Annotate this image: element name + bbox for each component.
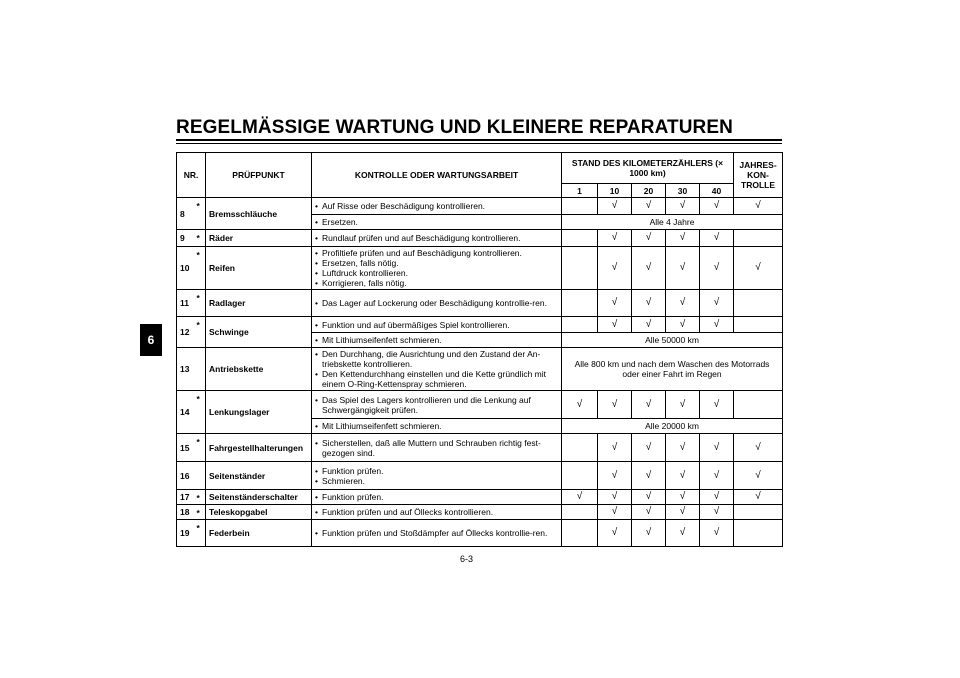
task-cell xyxy=(312,290,562,317)
task-cell xyxy=(312,198,562,215)
check-mark: √ xyxy=(700,490,734,505)
table-row xyxy=(177,290,783,317)
task-cell xyxy=(312,490,562,505)
interval-note: Alle 20000 km xyxy=(562,419,783,434)
check-mark: √ xyxy=(666,434,700,462)
table-row xyxy=(177,348,783,391)
check-mark xyxy=(562,198,598,215)
task-cell xyxy=(312,348,562,391)
task-line: • Profiltiefe prüfen und auf Beschädigung kontrollieren. xyxy=(315,248,558,258)
check-mark: √ xyxy=(598,434,632,462)
task-line: • Funktion prüfen. xyxy=(315,466,558,476)
row-number: 12 xyxy=(177,317,197,348)
table-row xyxy=(177,198,783,215)
task-line: • Funktion prüfen und Stoßdämpfer auf Öllecks kontrollie-ren. xyxy=(315,528,558,538)
header-km-col: 30 xyxy=(666,184,700,198)
row-number: 18 xyxy=(177,505,197,520)
table-row xyxy=(177,317,783,333)
task-line: • Mit Lithiumseifenfett schmieren. xyxy=(315,421,558,431)
star-marker: * xyxy=(197,230,206,247)
task-cell xyxy=(312,505,562,520)
star-marker: * xyxy=(197,490,206,505)
annual-check-mark xyxy=(734,290,783,317)
check-mark xyxy=(562,505,598,520)
header-km-col: 1 xyxy=(562,184,598,198)
task-list xyxy=(315,201,558,211)
check-mark: √ xyxy=(632,505,666,520)
task-line: • Den Durchhang, die Ausrichtung und den Zustand der An-triebskette kontrollieren. xyxy=(315,349,558,369)
row-number: 9 xyxy=(177,230,197,247)
header-item: PRÜFPUNKT xyxy=(206,153,312,198)
header-annual: JAHRES-KON-TROLLE xyxy=(734,153,783,198)
check-mark: √ xyxy=(700,434,734,462)
table-row xyxy=(177,505,783,520)
row-number: 14 xyxy=(177,391,197,434)
check-mark: √ xyxy=(700,317,734,333)
task-list xyxy=(315,335,558,345)
task-list xyxy=(315,492,558,502)
check-mark: √ xyxy=(666,505,700,520)
check-item: Federbein xyxy=(206,520,312,547)
row-number: 10 xyxy=(177,247,197,290)
check-mark: √ xyxy=(632,490,666,505)
task-line: • Korrigieren, falls nötig. xyxy=(315,278,558,288)
annual-check-mark: √ xyxy=(734,462,783,490)
row-number: 17 xyxy=(177,490,197,505)
check-mark: √ xyxy=(632,317,666,333)
check-mark: √ xyxy=(666,462,700,490)
task-line: • Funktion prüfen. xyxy=(315,492,558,502)
table-row xyxy=(177,247,783,290)
task-line: • Schmieren. xyxy=(315,476,558,486)
check-mark: √ xyxy=(632,247,666,290)
title-rule xyxy=(176,139,782,141)
annual-check-mark xyxy=(734,317,783,333)
task-list xyxy=(315,466,558,486)
annual-check-mark xyxy=(734,391,783,419)
check-item: Bremsschläuche xyxy=(206,198,312,230)
check-mark: √ xyxy=(562,391,598,419)
task-line: • Das Spiel des Lagers kontrollieren und die Lenkung auf Schwergängigkeit prüfen. xyxy=(315,395,558,415)
interval-note: Alle 4 Jahre xyxy=(562,215,783,230)
check-item: Seitenständer xyxy=(206,462,312,490)
check-mark: √ xyxy=(666,520,700,547)
task-line: • Funktion und auf übermäßiges Spiel kontrollieren. xyxy=(315,320,558,330)
task-list xyxy=(315,438,558,458)
check-mark xyxy=(562,520,598,547)
annual-check-mark xyxy=(734,520,783,547)
task-cell xyxy=(312,391,562,419)
check-mark: √ xyxy=(598,317,632,333)
star-marker: * xyxy=(197,520,206,547)
check-mark xyxy=(562,462,598,490)
check-mark: √ xyxy=(632,391,666,419)
task-list xyxy=(315,507,558,517)
check-mark: √ xyxy=(700,230,734,247)
row-number: 19 xyxy=(177,520,197,547)
task-cell xyxy=(312,247,562,290)
task-cell xyxy=(312,434,562,462)
star-marker: * xyxy=(197,391,206,434)
task-list xyxy=(315,233,558,243)
table-row xyxy=(177,230,783,247)
task-line: • Rundlauf prüfen und auf Beschädigung kontrollieren. xyxy=(315,233,558,243)
check-mark: √ xyxy=(598,230,632,247)
chapter-tab: 6 xyxy=(140,324,162,356)
row-number: 8 xyxy=(177,198,197,230)
check-mark: √ xyxy=(700,462,734,490)
task-line: • Das Lager auf Lockerung oder Beschädigung kontrollie-ren. xyxy=(315,298,558,308)
maintenance-table xyxy=(176,152,783,547)
check-mark: √ xyxy=(700,247,734,290)
star-marker: * xyxy=(197,198,206,230)
row-number: 15 xyxy=(177,434,197,462)
check-mark: √ xyxy=(700,391,734,419)
row-number: 16 xyxy=(177,462,197,490)
check-item: Lenkungslager xyxy=(206,391,312,434)
task-list xyxy=(315,298,558,308)
check-item: Räder xyxy=(206,230,312,247)
check-mark: √ xyxy=(700,520,734,547)
check-mark: √ xyxy=(598,490,632,505)
task-cell xyxy=(312,317,562,333)
row-number: 11 xyxy=(177,290,197,317)
title-rule-thin xyxy=(176,143,782,144)
check-mark: √ xyxy=(666,198,700,215)
task-cell xyxy=(312,462,562,490)
check-mark: √ xyxy=(700,290,734,317)
check-item: Teleskopgabel xyxy=(206,505,312,520)
star-marker xyxy=(197,348,206,391)
check-mark: √ xyxy=(632,462,666,490)
star-marker: * xyxy=(197,434,206,462)
check-mark xyxy=(562,230,598,247)
check-mark: √ xyxy=(632,230,666,247)
task-list xyxy=(315,248,558,288)
table-row xyxy=(177,490,783,505)
check-mark: √ xyxy=(598,247,632,290)
check-mark: √ xyxy=(666,247,700,290)
annual-check-mark xyxy=(734,505,783,520)
check-mark xyxy=(562,434,598,462)
check-item: Reifen xyxy=(206,247,312,290)
interval-note: Alle 800 km und nach dem Waschen des Motorrads oder einer Fahrt im Regen xyxy=(562,348,783,391)
check-item: Schwinge xyxy=(206,317,312,348)
task-list xyxy=(315,421,558,431)
check-mark: √ xyxy=(598,290,632,317)
task-line: • Ersetzen, falls nötig. xyxy=(315,258,558,268)
task-list xyxy=(315,320,558,330)
task-line: • Den Kettendurchhang einstellen und die Kette gründlich mit einem O-Ring-Kettenspray schmieren. xyxy=(315,369,558,389)
check-mark: √ xyxy=(598,391,632,419)
check-item: Seitenständerschalter xyxy=(206,490,312,505)
table-body xyxy=(177,198,783,547)
page-number: 6-3 xyxy=(460,554,474,564)
task-list xyxy=(315,217,558,227)
annual-check-mark: √ xyxy=(734,490,783,505)
task-line: • Auf Risse oder Beschädigung kontrollieren. xyxy=(315,201,558,211)
check-mark: √ xyxy=(632,434,666,462)
star-marker: * xyxy=(197,317,206,348)
check-mark: √ xyxy=(632,290,666,317)
annual-check-mark xyxy=(734,230,783,247)
header-nr: NR. xyxy=(177,153,206,198)
check-item: Antriebskette xyxy=(206,348,312,391)
header-km-col: 20 xyxy=(632,184,666,198)
check-mark: √ xyxy=(666,230,700,247)
check-mark: √ xyxy=(666,317,700,333)
header-task: KONTROLLE ODER WARTUNGSARBEIT xyxy=(312,153,562,198)
check-mark: √ xyxy=(598,520,632,547)
task-line: • Ersetzen. xyxy=(315,217,558,227)
page-title: REGELMÄSSIGE WARTUNG UND KLEINERE REPARATUREN xyxy=(176,117,733,138)
check-mark: √ xyxy=(562,490,598,505)
task-line: • Sicherstellen, daß alle Muttern und Schrauben richtig fest-gezogen sind. xyxy=(315,438,558,458)
check-mark: √ xyxy=(700,198,734,215)
check-item: Radlager xyxy=(206,290,312,317)
annual-check-mark: √ xyxy=(734,247,783,290)
task-cell xyxy=(312,215,562,230)
check-mark xyxy=(562,247,598,290)
check-mark: √ xyxy=(700,505,734,520)
task-cell xyxy=(312,520,562,547)
annual-check-mark: √ xyxy=(734,434,783,462)
task-cell xyxy=(312,230,562,247)
task-line: • Luftdruck kontrollieren. xyxy=(315,268,558,278)
check-mark xyxy=(562,317,598,333)
task-cell xyxy=(312,333,562,348)
header-odometer: STAND DES KILOMETERZÄHLERS (× 1000 km) xyxy=(562,153,734,184)
check-mark: √ xyxy=(632,520,666,547)
interval-note: Alle 50000 km xyxy=(562,333,783,348)
task-cell xyxy=(312,419,562,434)
check-mark: √ xyxy=(666,490,700,505)
star-marker xyxy=(197,462,206,490)
check-mark xyxy=(562,290,598,317)
table-row xyxy=(177,520,783,547)
header-km-col: 40 xyxy=(700,184,734,198)
task-line: • Funktion prüfen und auf Öllecks kontrollieren. xyxy=(315,507,558,517)
header-km-col: 10 xyxy=(598,184,632,198)
star-marker: * xyxy=(197,290,206,317)
annual-check-mark: √ xyxy=(734,198,783,215)
check-mark: √ xyxy=(666,391,700,419)
task-list xyxy=(315,528,558,538)
check-mark: √ xyxy=(666,290,700,317)
check-item: Fahrgestellhalterungen xyxy=(206,434,312,462)
task-list xyxy=(315,349,558,389)
task-line: • Mit Lithiumseifenfett schmieren. xyxy=(315,335,558,345)
table-row xyxy=(177,462,783,490)
check-mark: √ xyxy=(598,505,632,520)
check-mark: √ xyxy=(598,462,632,490)
table-row xyxy=(177,434,783,462)
row-number: 13 xyxy=(177,348,197,391)
star-marker: * xyxy=(197,505,206,520)
check-mark: √ xyxy=(598,198,632,215)
task-list xyxy=(315,395,558,415)
star-marker: * xyxy=(197,247,206,290)
table-row xyxy=(177,391,783,419)
check-mark: √ xyxy=(632,198,666,215)
